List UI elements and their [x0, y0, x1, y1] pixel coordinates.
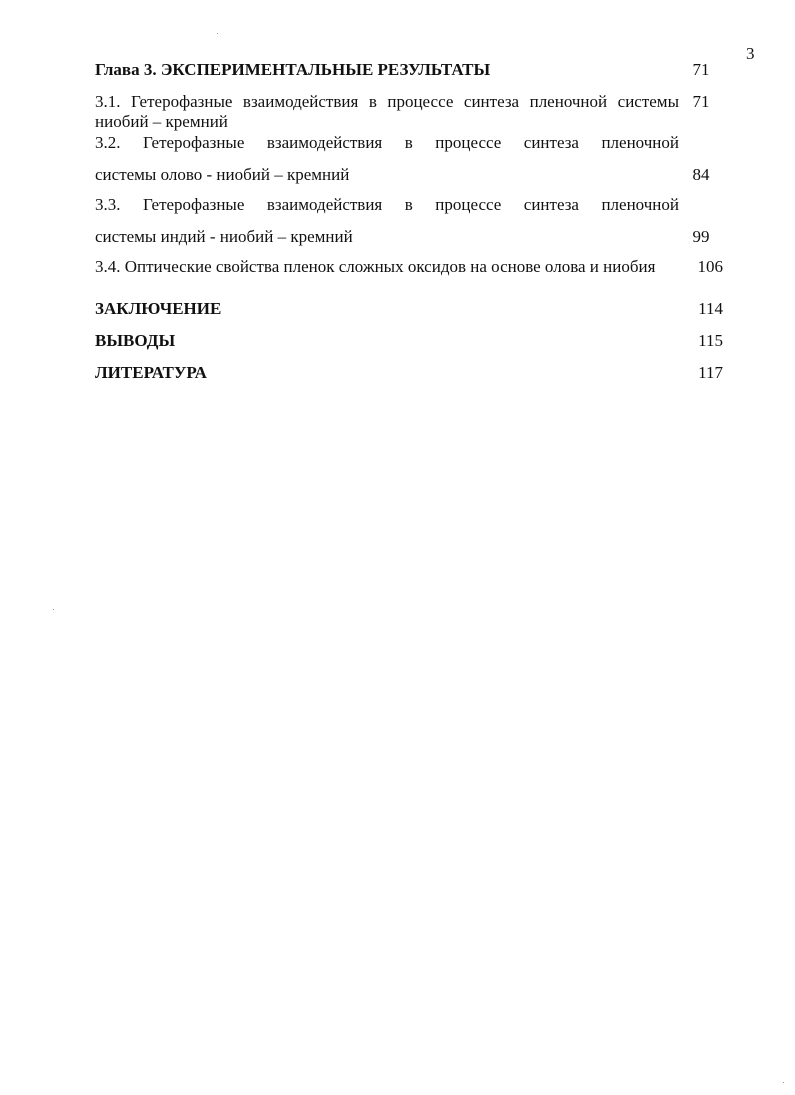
- toc-entry-page: 114: [698, 299, 723, 318]
- scan-speck: [53, 609, 54, 610]
- toc-entry-title-line-2: системы индий - ниобий – кремний: [95, 227, 353, 246]
- toc-entry-page: 106: [697, 257, 723, 276]
- toc-entry-conclusion: [95, 299, 723, 331]
- toc-entry-title: ЛИТЕРАТУРА: [95, 363, 207, 382]
- toc-entry-section-3-1: [95, 92, 723, 133]
- toc-entry-page: 117: [698, 363, 723, 382]
- toc-entry-page: 115: [698, 331, 723, 350]
- toc-entry-title: ЗАКЛЮЧЕНИЕ: [95, 299, 222, 318]
- toc-entry-section-3-3: [95, 195, 723, 257]
- toc-entry-page: 71: [692, 92, 710, 111]
- page-number: 3: [746, 44, 755, 63]
- toc-entry-title: 3.4. Оптические свойства пленок сложных оксидов на основе олова и ниобия: [95, 257, 656, 276]
- toc-entry-section-3-2: [95, 133, 723, 195]
- toc-entry-references: [95, 363, 723, 395]
- toc-entry-title-line-1: 3.3. Гетерофазные взаимодействия в процессе синтеза пленочной: [95, 195, 679, 214]
- scan-speck: [217, 33, 218, 34]
- toc-entry-findings: [95, 331, 723, 363]
- toc-entry-title-line-1: 3.2. Гетерофазные взаимодействия в процессе синтеза пленочной: [95, 133, 679, 152]
- toc-entry-title: 3.1. Гетерофазные взаимодействия в процессе синтеза пленочной системы ниобий – кремний: [95, 92, 679, 131]
- toc-entry-title-line-2: системы олово - ниобий – кремний: [95, 165, 350, 184]
- toc-entry-page: 71: [692, 60, 710, 79]
- toc-entry-title: ВЫВОДЫ: [95, 331, 176, 350]
- toc-entry-page: 99: [692, 227, 710, 246]
- toc-entry-section-3-4: [95, 257, 723, 299]
- scan-speck: [783, 1082, 784, 1083]
- toc-entry-page: 84: [692, 165, 710, 184]
- toc-entry-title: Глава 3. ЭКСПЕРИМЕНТАЛЬНЫЕ РЕЗУЛЬТАТЫ: [95, 60, 491, 79]
- table-of-contents: [95, 60, 723, 395]
